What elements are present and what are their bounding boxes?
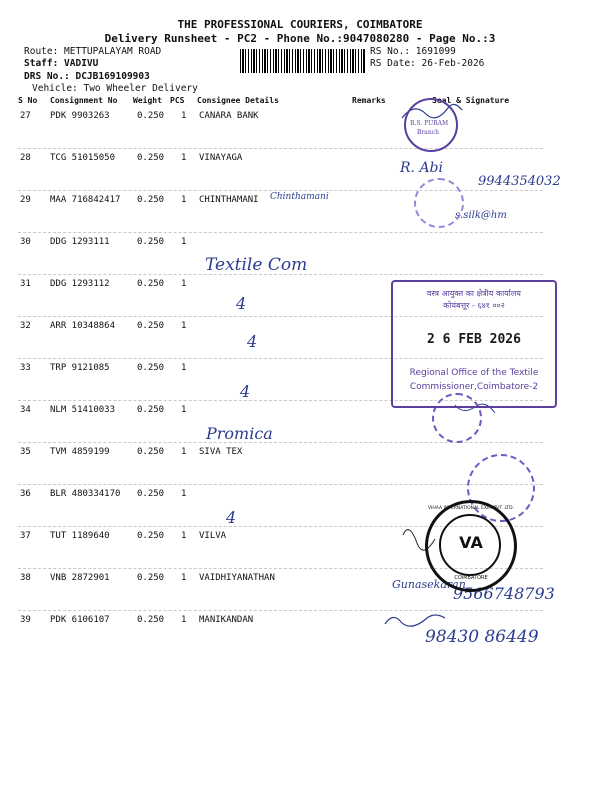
company-title: THE PROFESSIONAL COURIERS, COIMBATORE [177, 18, 423, 31]
handwritten-promica: Promica [206, 424, 273, 443]
row-consignee: VILVA [199, 531, 227, 541]
row-sno: 27 [20, 111, 31, 121]
row-sno: 35 [20, 447, 31, 457]
handwritten-phone-3: 98430 86449 [425, 627, 539, 647]
row-consignment: PDK 6106107 [50, 615, 110, 625]
row-weight: 0.250 [137, 405, 165, 415]
row-weight: 0.250 [137, 111, 165, 121]
stamp-office-hindi: वस्त्र आयुक्त का क्षेत्रीय कार्यालय [427, 289, 521, 298]
row-sno: 36 [20, 489, 31, 499]
company-seal-ring-text: VIHAA INTERNATIONAL EXIM PVT. LTD. [428, 506, 514, 511]
row-sno: 32 [20, 321, 31, 331]
company-seal [425, 500, 517, 592]
runsheet-subtitle: Delivery Runsheet - PC2 - Phone No.:9047080280 - Page No.:3 [104, 32, 496, 45]
row-pcs: 1 [181, 489, 187, 499]
row-pcs: 1 [181, 405, 187, 415]
stamp-city-hindi: कोयंबत्तूर - ६४१ ००२ [443, 301, 505, 310]
handwritten-signature-name: Gunasekaran [392, 578, 466, 591]
staff-label: Staff: VADIVU [24, 58, 99, 69]
stamp-office-line2: Commissioner,Coimbatore-2 [409, 382, 539, 392]
row-consignment: MAA 716842417 [50, 195, 121, 205]
vehicle-label: Vehicle: Two Wheeler Delivery [32, 83, 198, 94]
row-pcs: 1 [181, 111, 187, 121]
row-weight: 0.250 [137, 279, 165, 289]
col-consignee: Consignee Details [197, 96, 279, 105]
row-weight: 0.250 [137, 531, 165, 541]
row-pcs: 1 [181, 615, 187, 625]
handwritten-phone-1: 9944354032 [478, 174, 561, 189]
row-weight: 0.250 [137, 615, 165, 625]
row-sno: 30 [20, 237, 31, 247]
rs-date: RS Date: 26-Feb-2026 [370, 58, 485, 69]
row-weight: 0.250 [137, 447, 165, 457]
row-pcs: 1 [181, 363, 187, 373]
handwritten-email: s.silk@hm [455, 210, 507, 221]
row-consignee: CHINTHAMANI [199, 195, 259, 205]
handwritten-ditto-3: 4 [240, 382, 251, 401]
row-weight: 0.250 [137, 363, 165, 373]
row-sno: 29 [20, 195, 31, 205]
row-weight: 0.250 [137, 321, 165, 331]
row-pcs: 1 [181, 447, 187, 457]
bank-stamp-branch: Branch [417, 129, 439, 136]
row-weight: 0.250 [137, 237, 165, 247]
row-consignment: ARR 10348864 [50, 321, 116, 331]
col-consignment: Consignment No [50, 96, 118, 105]
row-pcs: 1 [181, 237, 187, 247]
row-sno: 33 [20, 363, 31, 373]
drs-number: DRS No.: DCJB169109903 [24, 71, 150, 82]
row-sno: 31 [20, 279, 31, 289]
rs-number: RS No.: 1691099 [370, 46, 456, 57]
signature-row38 [385, 615, 445, 626]
row-consignment: DDG 1293111 [50, 237, 110, 247]
row-sno: 38 [20, 573, 31, 583]
handwritten-textile: Textile Com [205, 255, 308, 275]
row-consignment: TVM 4859199 [50, 447, 110, 457]
col-remarks: Remarks [352, 96, 386, 105]
bank-stamp-text: R.S. PURAM [410, 120, 449, 127]
round-seal-row29 [414, 178, 464, 228]
row-pcs: 1 [181, 153, 187, 163]
row-weight: 0.250 [137, 573, 165, 583]
row-consignee: SIVA TEX [199, 447, 243, 457]
row-consignee: VAIDHIYANATHAN [199, 573, 275, 583]
row-pcs: 1 [181, 573, 187, 583]
company-seal-logo: VA [459, 533, 483, 552]
col-seal-signature: Seal & Signature [432, 96, 510, 105]
row-weight: 0.250 [137, 489, 165, 499]
row-consignee: CANARA BANK [199, 111, 259, 121]
row-consignment: NLM 51410033 [50, 405, 116, 415]
handwritten-receiver-name: R. Abi [400, 160, 443, 176]
row-consignee: MANIKANDAN [199, 615, 254, 625]
handwritten-chinthamani-note: Chinthamani [270, 192, 329, 202]
row-weight: 0.250 [137, 195, 165, 205]
handwritten-ditto-4: 4 [226, 508, 237, 527]
regional-office-stamp [391, 280, 557, 408]
col-sno: S No [18, 96, 38, 105]
col-pcs: PCS [170, 96, 185, 105]
row-consignment: TCG 51015050 [50, 153, 116, 163]
bank-stamp [404, 98, 458, 152]
row-consignment: TRP 9121085 [50, 363, 110, 373]
row-consignment: DDG 1293112 [50, 279, 110, 289]
row-consignment: TUT 1189640 [50, 531, 110, 541]
row-consignment: VNB 2872901 [50, 573, 110, 583]
row-sno: 37 [20, 531, 31, 541]
row-pcs: 1 [181, 321, 187, 331]
col-weight: Weight [133, 96, 162, 105]
row-weight: 0.250 [137, 153, 165, 163]
row-consignment: BLR 480334170 [50, 489, 121, 499]
stamp-date: 2 6 FEB 2026 [427, 332, 521, 347]
row-sno: 34 [20, 405, 31, 415]
row-sno: 39 [20, 615, 31, 625]
route-label: Route: METTUPALAYAM ROAD [24, 46, 162, 57]
row-sno: 28 [20, 153, 31, 163]
handwritten-phone-2: 9566748793 [453, 584, 555, 603]
row-pcs: 1 [181, 279, 187, 289]
row-pcs: 1 [181, 195, 187, 205]
handwritten-ditto-1: 4 [236, 294, 247, 313]
handwritten-ditto-2: 4 [247, 332, 258, 351]
stamp-office-line1: Regional Office of the Textile [409, 368, 539, 378]
row-pcs: 1 [181, 531, 187, 541]
row-consignee: VINAYAGA [199, 153, 243, 163]
company-seal-city: COIMBATORE [454, 575, 488, 581]
row-consignment: PDK 9903263 [50, 111, 110, 121]
